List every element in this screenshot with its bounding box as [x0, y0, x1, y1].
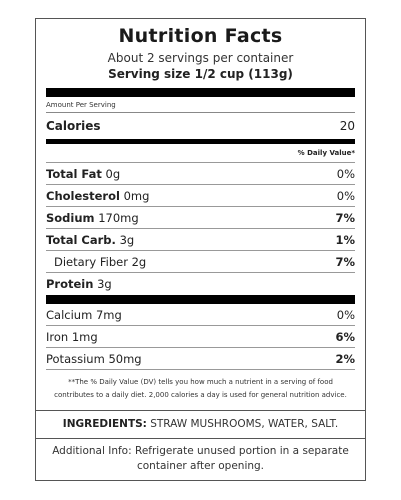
calories-value: 20 [339, 119, 355, 133]
serving-size: Serving size 1/2 cup (113g) [108, 67, 293, 81]
additional-info-section [36, 438, 365, 480]
mineral-name: Potassium [46, 352, 105, 366]
calories-label: Calories [46, 119, 101, 133]
mineral-amount: 50mg [108, 352, 142, 366]
nutrient-dv: 7% [335, 255, 355, 269]
ingredients-section [36, 410, 365, 438]
thick-divider [46, 295, 355, 304]
mineral-name: Calcium [46, 308, 93, 322]
additional-info-text: Refrigerate unused portion in a separate container after opening. [135, 445, 349, 472]
nutrient-amount: 170mg [98, 211, 139, 225]
mineral-name: Iron [46, 330, 69, 344]
nutrition-label [35, 18, 366, 481]
mineral-dv: 6% [335, 330, 355, 344]
daily-value-header: % Daily Value* [46, 144, 355, 163]
mineral-dv: 2% [335, 352, 355, 366]
nutrient-amount: 3g [119, 233, 135, 247]
nutrition-facts-panel [36, 19, 365, 410]
nutrient-amount: 3g [97, 277, 112, 291]
nutrient-amount: 0mg [123, 189, 150, 203]
nutrient-dv: 0% [336, 189, 355, 203]
mineral-dv: 0% [336, 308, 355, 322]
ingredients-text: STRAW MUSHROOMS, WATER, SALT. [150, 418, 339, 430]
mineral-row-potassium [46, 348, 355, 369]
nutrient-dv: 7% [335, 211, 355, 225]
mineral-row-calcium [46, 304, 355, 326]
nutrient-amount: 0g [105, 167, 121, 181]
nutrient-amount: 2g [131, 255, 147, 269]
nutrient-dv: 0% [336, 167, 355, 181]
footnote-line: **The % Daily Value (DV) tells you how much a nutrient in a serving of food [68, 378, 333, 386]
nutrient-row-cholesterol [46, 185, 355, 207]
additional-info-label: Additional Info: [52, 445, 132, 457]
footnote-line: contributes to a daily diet. 2,000 calories a day is used for general nutrition advice. [54, 391, 347, 399]
calories-row [46, 113, 355, 144]
amount-per-serving: Amount Per Serving [46, 97, 355, 113]
nutrient-name: Sodium [46, 211, 95, 225]
nutrient-dv: 1% [335, 233, 355, 247]
nutrient-row-protein [46, 273, 355, 295]
label-title: Nutrition Facts [118, 25, 283, 47]
nutrient-name: Dietary Fiber [54, 255, 128, 269]
nutrient-name: Protein [46, 277, 94, 291]
mineral-amount: 7mg [95, 308, 122, 322]
servings-per-container: About 2 servings per container [107, 51, 294, 65]
ingredients-label: INGREDIENTS: [62, 418, 147, 430]
nutrient-row-total-fat [46, 163, 355, 185]
nutrient-row-sodium [46, 207, 355, 229]
nutrient-row-dietary-fiber [46, 251, 355, 273]
nutrient-name: Total Carb. [46, 233, 116, 247]
daily-value-footnote [46, 369, 355, 410]
mineral-amount: 1mg [71, 330, 98, 344]
thick-divider [46, 88, 355, 97]
nutrient-name: Total Fat [46, 167, 102, 181]
mineral-row-iron [46, 326, 355, 348]
nutrient-row-total-carb [46, 229, 355, 251]
nutrient-name: Cholesterol [46, 189, 120, 203]
